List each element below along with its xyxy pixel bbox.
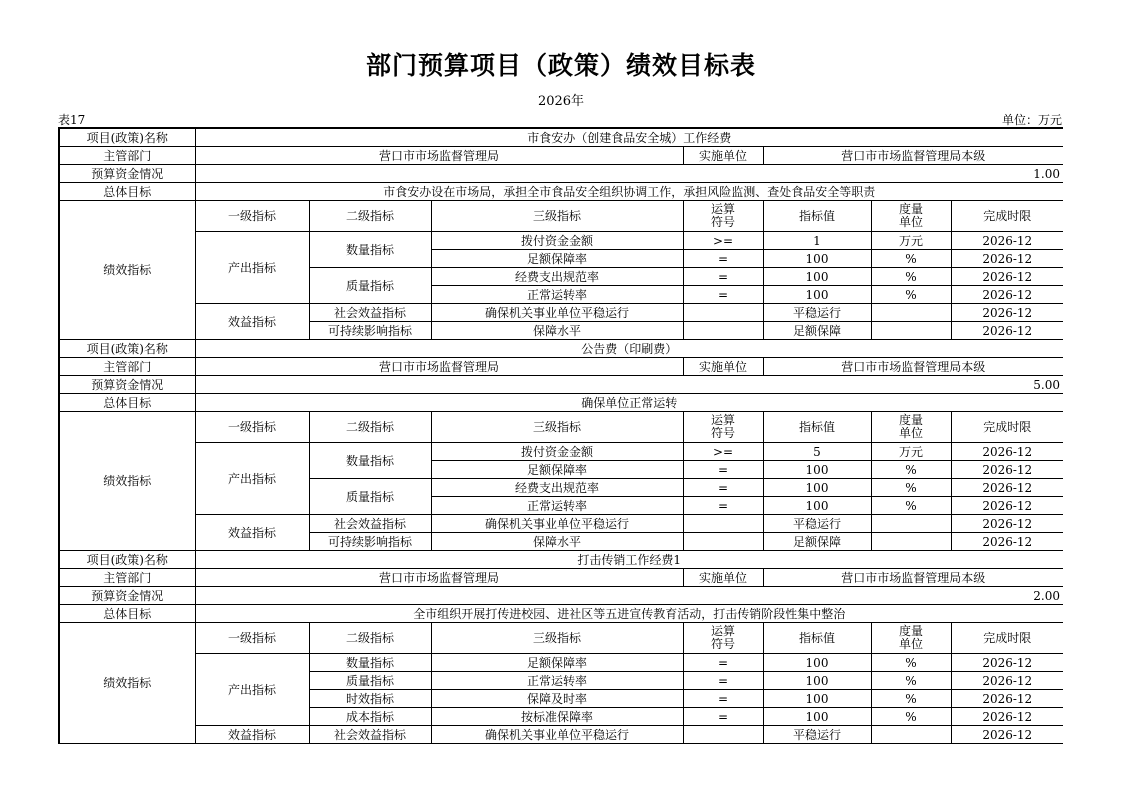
deadline-cell: 2026-12: [951, 443, 1063, 461]
table-number: 表17: [58, 113, 86, 127]
unit-label: 单位：万元: [1001, 113, 1062, 127]
project-name-row: [59, 340, 1063, 358]
operator-cell: =: [683, 461, 763, 479]
indicator-value: 平稳运行: [763, 304, 871, 322]
department-value: 营口市市场监督管理局: [195, 569, 683, 587]
department-value: 营口市市场监督管理局: [195, 147, 683, 165]
budget-label: 预算资金情况: [59, 165, 195, 183]
indicator-row: [59, 726, 1063, 744]
header-level2: 二级指标: [309, 412, 431, 443]
department-row: [59, 358, 1063, 376]
measure-unit: %: [871, 461, 951, 479]
header-unit: 度量 单位: [871, 623, 951, 654]
operator-cell: =: [683, 286, 763, 304]
indicator-value: 1: [763, 232, 871, 250]
header-operator: 运算 符号: [683, 412, 763, 443]
level3-indicator: 足额保障率: [431, 250, 683, 268]
performance-goal-table: [58, 127, 1063, 744]
department-row: [59, 147, 1063, 165]
indicator-value: 100: [763, 268, 871, 286]
department-label: 主管部门: [59, 569, 195, 587]
indicator-value: 足额保障: [763, 533, 871, 551]
deadline-cell: 2026-12: [951, 672, 1063, 690]
header-level3: 三级指标: [431, 623, 683, 654]
budget-value: 5.00: [195, 376, 1063, 394]
operator-cell: =: [683, 497, 763, 515]
deadline-cell: 2026-12: [951, 232, 1063, 250]
indicator-header-row: [59, 623, 1063, 654]
overall-goal-row: [59, 394, 1063, 412]
header-value: 指标值: [763, 201, 871, 232]
header-deadline: 完成时限: [951, 623, 1063, 654]
deadline-cell: 2026-12: [951, 286, 1063, 304]
level2-indicator: 质量指标: [309, 268, 431, 304]
level3-indicator: 保障水平: [431, 533, 683, 551]
level3-indicator: 确保机关事业单位平稳运行: [431, 304, 683, 322]
level3-indicator: 保障水平: [431, 322, 683, 340]
performance-indicator-label: 绩效指标: [59, 201, 195, 340]
budget-label: 预算资金情况: [59, 376, 195, 394]
level3-indicator: 确保机关事业单位平稳运行: [431, 726, 683, 744]
measure-unit: 万元: [871, 232, 951, 250]
header-deadline: 完成时限: [951, 201, 1063, 232]
measure-unit: [871, 515, 951, 533]
level2-indicator: 社会效益指标: [309, 515, 431, 533]
indicator-value: 平稳运行: [763, 515, 871, 533]
level3-indicator: 拨付资金金额: [431, 443, 683, 461]
measure-unit: %: [871, 286, 951, 304]
header-unit: 度量 单位: [871, 412, 951, 443]
level3-indicator: 经费支出规范率: [431, 268, 683, 286]
indicator-value: 100: [763, 654, 871, 672]
report-year: 2026年: [537, 94, 585, 109]
level3-indicator: 拨付资金金额: [431, 232, 683, 250]
budget-value: 1.00: [195, 165, 1063, 183]
level2-indicator: 数量指标: [309, 654, 431, 672]
level1-indicator: 效益指标: [195, 726, 309, 744]
header-unit: 度量 单位: [871, 201, 951, 232]
operator-cell: =: [683, 672, 763, 690]
page-title: 部门预算项目（政策）绩效目标表: [365, 51, 756, 80]
measure-unit: [871, 726, 951, 744]
indicator-value: 100: [763, 497, 871, 515]
level2-indicator: 社会效益指标: [309, 304, 431, 322]
operator-cell: =: [683, 690, 763, 708]
deadline-cell: 2026-12: [951, 533, 1063, 551]
budget-row: [59, 165, 1063, 183]
operator-cell: [683, 304, 763, 322]
measure-unit: %: [871, 708, 951, 726]
indicator-value: 100: [763, 461, 871, 479]
level1-indicator: 产出指标: [195, 232, 309, 304]
indicator-value: 100: [763, 690, 871, 708]
indicator-value: 平稳运行: [763, 726, 871, 744]
level3-indicator: 足额保障率: [431, 654, 683, 672]
level3-indicator: 按标准保障率: [431, 708, 683, 726]
level2-indicator: 质量指标: [309, 672, 431, 690]
deadline-cell: 2026-12: [951, 654, 1063, 672]
impl-unit-label: 实施单位: [683, 147, 763, 165]
budget-value: 2.00: [195, 587, 1063, 605]
header-deadline: 完成时限: [951, 412, 1063, 443]
impl-unit-label: 实施单位: [683, 358, 763, 376]
header-level1: 一级指标: [195, 412, 309, 443]
level3-indicator: 经费支出规范率: [431, 479, 683, 497]
deadline-cell: 2026-12: [951, 268, 1063, 286]
header-level2: 二级指标: [309, 623, 431, 654]
level2-indicator: 社会效益指标: [309, 726, 431, 744]
level2-indicator: 可持续影响指标: [309, 533, 431, 551]
operator-cell: [683, 726, 763, 744]
indicator-row: [59, 515, 1063, 533]
indicator-value: 100: [763, 286, 871, 304]
header-level3: 三级指标: [431, 201, 683, 232]
operator-cell: [683, 533, 763, 551]
measure-unit: %: [871, 497, 951, 515]
measure-unit: %: [871, 654, 951, 672]
budget-row: [59, 587, 1063, 605]
overall-goal-row: [59, 605, 1063, 623]
project-name-label: 项目(政策)名称: [59, 551, 195, 569]
overall-goal-value: 全市组织开展打传进校园、进社区等五进宣传教育活动，打击传销阶段性集中整治: [195, 605, 1063, 623]
department-value: 营口市市场监督管理局: [195, 358, 683, 376]
deadline-cell: 2026-12: [951, 250, 1063, 268]
overall-goal-value: 确保单位正常运转: [195, 394, 1063, 412]
indicator-row: [59, 654, 1063, 672]
deadline-cell: 2026-12: [951, 461, 1063, 479]
level3-indicator: 正常运转率: [431, 497, 683, 515]
impl-unit-value: 营口市市场监督管理局本级: [763, 147, 1063, 165]
level1-indicator: 效益指标: [195, 515, 309, 551]
level2-indicator: 时效指标: [309, 690, 431, 708]
header-operator: 运算 符号: [683, 201, 763, 232]
operator-cell: =: [683, 268, 763, 286]
deadline-cell: 2026-12: [951, 497, 1063, 515]
level1-indicator: 效益指标: [195, 304, 309, 340]
department-row: [59, 569, 1063, 587]
overall-goal-row: [59, 183, 1063, 201]
header-level1: 一级指标: [195, 201, 309, 232]
header-value: 指标值: [763, 623, 871, 654]
project-name-row: [59, 551, 1063, 569]
operator-cell: =: [683, 250, 763, 268]
operator-cell: =: [683, 654, 763, 672]
operator-cell: >=: [683, 232, 763, 250]
department-label: 主管部门: [59, 147, 195, 165]
indicator-row: [59, 443, 1063, 461]
project-name-row: [59, 128, 1063, 147]
level2-indicator: 成本指标: [309, 708, 431, 726]
level3-indicator: 正常运转率: [431, 672, 683, 690]
indicator-value: 100: [763, 708, 871, 726]
department-label: 主管部门: [59, 358, 195, 376]
impl-unit-value: 营口市市场监督管理局本级: [763, 569, 1063, 587]
level1-indicator: 产出指标: [195, 443, 309, 515]
measure-unit: [871, 533, 951, 551]
level3-indicator: 正常运转率: [431, 286, 683, 304]
budget-label: 预算资金情况: [59, 587, 195, 605]
header-value: 指标值: [763, 412, 871, 443]
indicator-row: [59, 232, 1063, 250]
budget-row: [59, 376, 1063, 394]
indicator-value: 足额保障: [763, 322, 871, 340]
performance-indicator-label: 绩效指标: [59, 412, 195, 551]
measure-unit: %: [871, 479, 951, 497]
indicator-value: 100: [763, 672, 871, 690]
header-level1: 一级指标: [195, 623, 309, 654]
deadline-cell: 2026-12: [951, 726, 1063, 744]
deadline-cell: 2026-12: [951, 322, 1063, 340]
measure-unit: [871, 304, 951, 322]
level3-indicator: 保障及时率: [431, 690, 683, 708]
indicator-header-row: [59, 201, 1063, 232]
project-name-label: 项目(政策)名称: [59, 128, 195, 147]
operator-cell: =: [683, 708, 763, 726]
overall-goal-label: 总体目标: [59, 394, 195, 412]
overall-goal-value: 市食安办设在市场局，承担全市食品安全组织协调工作，承担风险监测、查处食品安全等职责: [195, 183, 1063, 201]
performance-indicator-label: 绩效指标: [59, 623, 195, 744]
impl-unit-label: 实施单位: [683, 569, 763, 587]
project-name-label: 项目(政策)名称: [59, 340, 195, 358]
overall-goal-label: 总体目标: [59, 605, 195, 623]
header-level2: 二级指标: [309, 201, 431, 232]
measure-unit: %: [871, 268, 951, 286]
header-level3: 三级指标: [431, 412, 683, 443]
operator-cell: [683, 515, 763, 533]
measure-unit: %: [871, 672, 951, 690]
measure-unit: %: [871, 250, 951, 268]
level3-indicator: 确保机关事业单位平稳运行: [431, 515, 683, 533]
level1-indicator: 产出指标: [195, 654, 309, 726]
deadline-cell: 2026-12: [951, 479, 1063, 497]
level3-indicator: 足额保障率: [431, 461, 683, 479]
measure-unit: 万元: [871, 443, 951, 461]
project-name-value: 公告费（印刷费）: [195, 340, 1063, 358]
project-name-value: 市食安办（创建食品安全城）工作经费: [195, 128, 1063, 147]
deadline-cell: 2026-12: [951, 690, 1063, 708]
indicator-header-row: [59, 412, 1063, 443]
deadline-cell: 2026-12: [951, 304, 1063, 322]
project-name-value: 打击传销工作经费1: [195, 551, 1063, 569]
table-viewport: [58, 127, 1063, 748]
indicator-value: 100: [763, 250, 871, 268]
deadline-cell: 2026-12: [951, 708, 1063, 726]
level2-indicator: 质量指标: [309, 479, 431, 515]
indicator-value: 5: [763, 443, 871, 461]
operator-cell: [683, 322, 763, 340]
impl-unit-value: 营口市市场监督管理局本级: [763, 358, 1063, 376]
overall-goal-label: 总体目标: [59, 183, 195, 201]
measure-unit: %: [871, 690, 951, 708]
level2-indicator: 数量指标: [309, 443, 431, 479]
level2-indicator: 数量指标: [309, 232, 431, 268]
operator-cell: >=: [683, 443, 763, 461]
deadline-cell: 2026-12: [951, 515, 1063, 533]
indicator-row: [59, 304, 1063, 322]
indicator-value: 100: [763, 479, 871, 497]
measure-unit: [871, 322, 951, 340]
operator-cell: =: [683, 479, 763, 497]
header-operator: 运算 符号: [683, 623, 763, 654]
level2-indicator: 可持续影响指标: [309, 322, 431, 340]
